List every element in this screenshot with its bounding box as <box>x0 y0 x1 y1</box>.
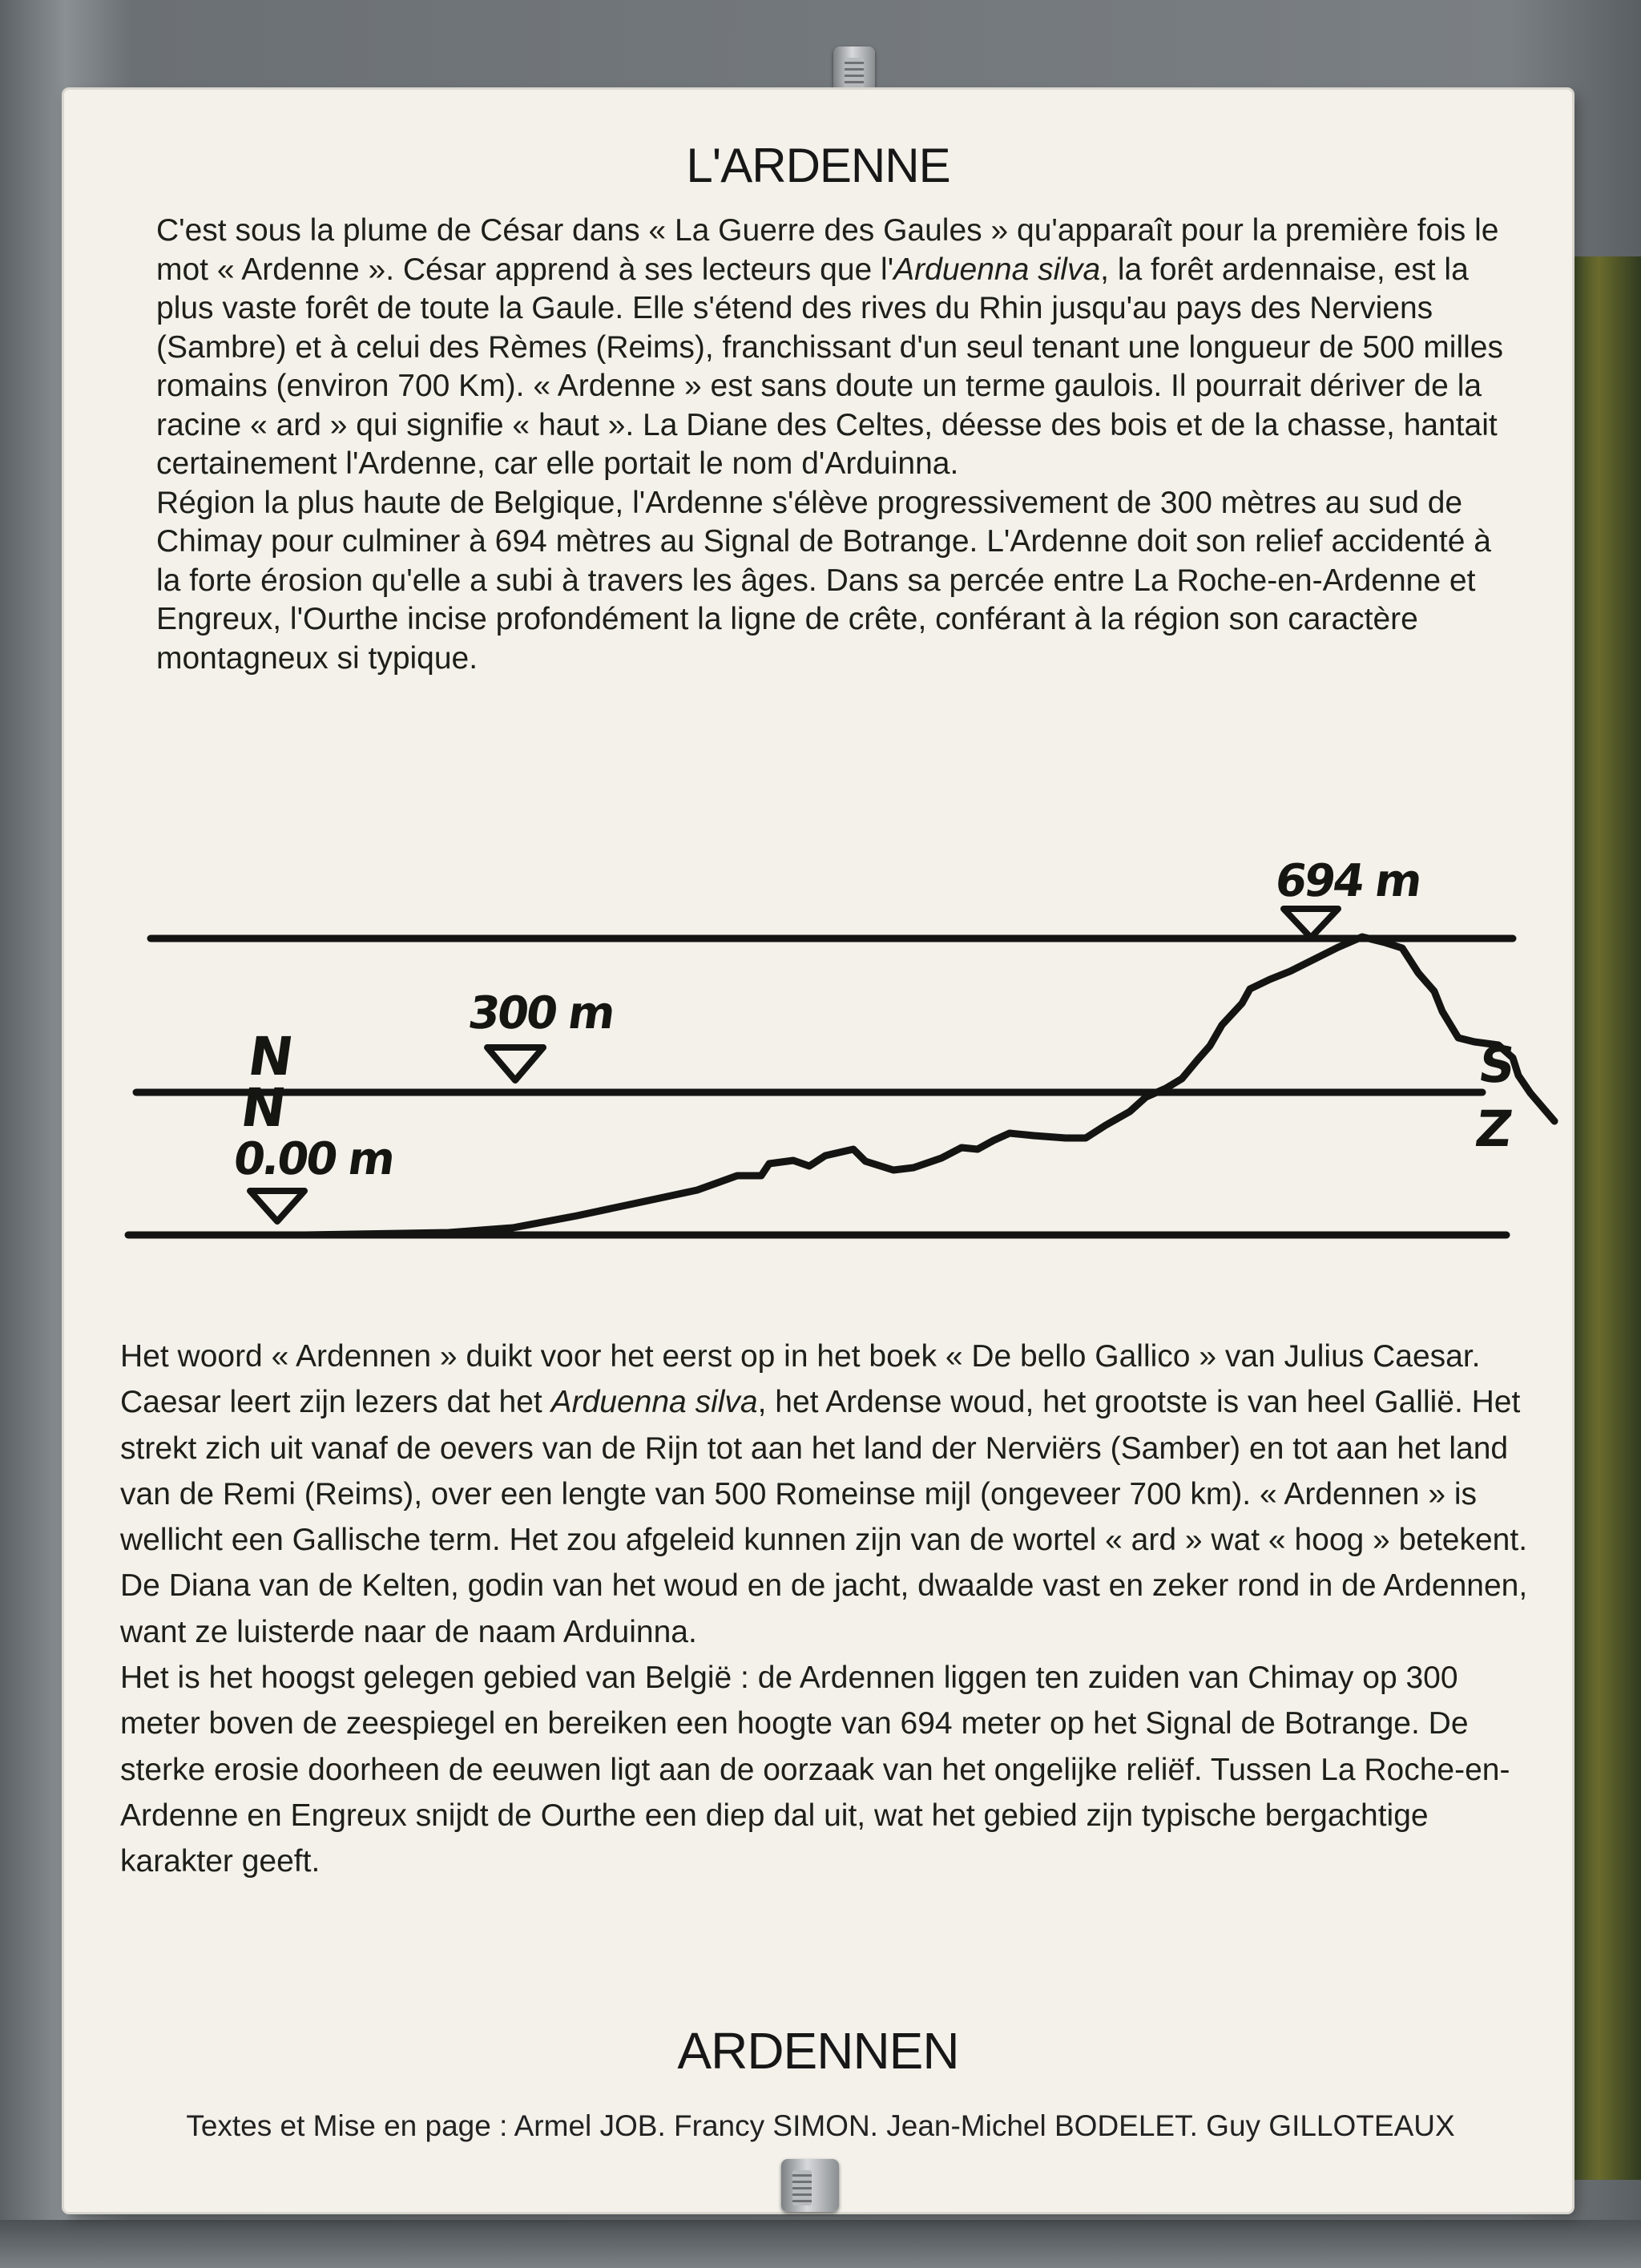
south-letter-z: Z <box>1471 1100 1514 1158</box>
sign-title: L'ARDENNE <box>686 139 950 192</box>
north-label <box>235 1026 297 1139</box>
sign-title-dutch: ARDENNEN <box>677 2022 959 2080</box>
south-letter-s: S <box>1474 1035 1517 1094</box>
label-694m: 694 m <box>1272 855 1424 907</box>
french-paragraph-2: Région la plus haute de Belgique, l'Ardenne s'élève progressivement de 300 mètres au sud de Chimay pour culminer à 694 mètres au Signal de Botrange. L'Ardenne doit son relief accidenté à la forte érosion qu'elle a subi à travers les âges. Dans sa percée entre La Roche-en-Ardenne et Engreux, l'Ourthe incise profondément la ligne de crête, conférant à la région son caractère montagneux si typique. <box>156 485 1491 676</box>
north-letter-1: N <box>244 1026 296 1088</box>
dutch-paragraph-2: Het is het hoogst gelegen gebied van België : de Ardennen liggen ten zuiden van Chimay op 300 meter boven de zeespiegel en bereiken een hoogte van 694 meter op het Signal de Botrange. De sterke erosie doorheen de eeuwen ligt aan de oorzaak van het ongelijke reliëf. Tussen La Roche-en-Ardenne en Engreux snijdt de Ourthe een diep dal uit, wat het gebied zijn typische bergachtige karakter geeft. <box>120 1661 1510 1879</box>
terrain-profile <box>304 937 1554 1235</box>
north-letter-2: N <box>237 1077 288 1139</box>
marker-694m <box>1284 909 1338 938</box>
french-paragraph-1: C'est sous la plume de César dans « La Guerre des Gaules » qu'apparaît pour la première fois le mot « Ardenne ». César apprend à ses lecteurs que l'Arduenna silva, la forêt ardennaise, est la plus vaste forêt de toute la Gaule. Elle s'étend des rives du Rhin jusqu'au pays des Nerviens (Sambre) et à celui des Rèmes (Reims), franchissant d'un seul tenant une longueur de 500 milles romains (environ 700 Km). « Ardenne » est sans doute un terme gaulois. Il pourrait dériver de la racine « ard » qui signifie « haut ». La Diane des Celtes, déesse des bois et de la chasse, hantait certainement l'Ardenne, car elle portait le nom d'Arduinna. <box>156 213 1503 481</box>
background-foliage <box>1570 256 1641 2180</box>
marker-300m <box>487 1047 543 1080</box>
information-sign-panel <box>64 90 1572 2212</box>
french-text-block <box>156 212 1518 678</box>
dutch-paragraph-1: Het woord « Ardennen » duikt voor het eerst op in het boek « De bello Gallico » van Julius Caesar. Caesar leert zijn lezers dat het Arduenna silva, het Ardense woud, het grootste is van heel Gallië. Het strekt zich uit vanaf de oevers van de Rijn tot aan het land der Nerviërs (Samber) en tot aan het land van de Remi (Reims), over een lengte van 500 Romeinse mijl (ongeveer 700 km). « Ardennen » is wellicht een Gallische term. Het zou afgeleid kunnen zijn van de wortel « ard » wat « hoog » betekent. De Diana van de Kelten, godin van het woud en de jacht, dwaalde vast en zeker rond in de Ardennen, want ze luisterde naar de naam Arduinna. <box>120 1339 1528 1649</box>
dutch-text-block <box>120 1334 1546 1885</box>
label-300m: 300 m <box>465 987 617 1039</box>
marker-0m <box>250 1191 304 1221</box>
bottom-bolt <box>781 2159 839 2212</box>
label-0m: 0.00 m <box>230 1133 397 1185</box>
credits-line: Textes et Mise en page : Armel JOB. Francy SIMON. Jean-Michel BODELET. Guy GILLOTEAUX <box>186 2109 1455 2142</box>
frame-bottom-rail <box>0 2220 1641 2268</box>
